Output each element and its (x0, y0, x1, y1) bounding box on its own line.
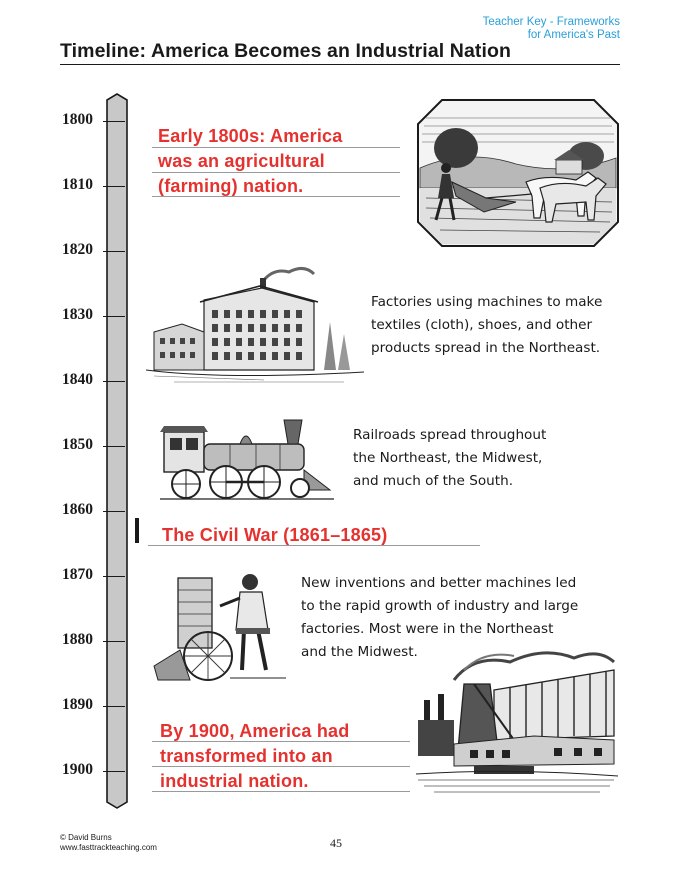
teacher-key-line1: Teacher Key - Frameworks (482, 16, 620, 28)
factories-text-line3: products spread in the Northeast. (371, 340, 601, 356)
year-tick-1860 (103, 511, 125, 512)
railroads-text-line2: the Northeast, the Midwest, (353, 450, 543, 466)
writing-rule (152, 766, 410, 767)
inventor-machine-illustration (150, 570, 292, 682)
year-tick-1800 (103, 121, 125, 122)
early-1800s-line1: Early 1800s: America (158, 126, 343, 146)
railroads-text-line1: Railroads spread throughout (353, 427, 547, 443)
page-title: Timeline: America Becomes an Industrial Nation (60, 40, 512, 62)
writing-rule (152, 791, 410, 792)
inventions-text-line4: and the Midwest. (301, 644, 418, 660)
year-label-1890: 1890 (62, 696, 93, 713)
year-tick-1880 (103, 641, 125, 642)
writing-rule (148, 545, 480, 546)
year-label-1820: 1820 (62, 241, 93, 258)
early-1800s-line2: was an agricultural (158, 151, 325, 171)
page-number: 45 (330, 836, 342, 850)
year-label-1800: 1800 (62, 111, 93, 128)
timeline-bar (104, 92, 134, 812)
teacher-key-label (483, 16, 620, 42)
year-label-1810: 1810 (62, 176, 93, 193)
inventions-text-line2: to the rapid growth of industry and large (301, 598, 579, 614)
year-tick-1870 (103, 576, 125, 577)
year-label-1840: 1840 (62, 371, 93, 388)
civil-war-marker (135, 518, 139, 543)
by-1900-line2: transformed into an (160, 746, 333, 766)
year-tick-1830 (103, 316, 125, 317)
year-tick-1850 (103, 446, 125, 447)
title-rule (60, 64, 620, 65)
steel-mill-illustration (414, 640, 620, 796)
writing-rule (152, 196, 400, 197)
year-label-1880: 1880 (62, 631, 93, 648)
website-text: www.fasttrackteaching.com (60, 843, 157, 852)
inventions-text-line3: factories. Most were in the Northeast (301, 621, 554, 637)
factories-text-line1: Factories using machines to make (371, 294, 603, 310)
inventions-text-line1: New inventions and better machines led (301, 575, 577, 591)
footer-credit (60, 833, 157, 853)
textile-factory-illustration (144, 262, 366, 388)
year-tick-1810 (103, 186, 125, 187)
farmer-plowing-illustration (416, 98, 620, 248)
locomotive-illustration (160, 416, 334, 500)
writing-rule (152, 172, 400, 173)
writing-rule (152, 741, 410, 742)
year-label-1870: 1870 (62, 566, 93, 583)
by-1900-line3: industrial nation. (160, 771, 309, 791)
writing-rule (152, 147, 400, 148)
year-label-1850: 1850 (62, 436, 93, 453)
railroads-text-line3: and much of the South. (353, 473, 514, 489)
by-1900-line1: By 1900, America had (160, 721, 350, 741)
early-1800s-line3: (farming) nation. (158, 176, 304, 196)
civil-war-label: The Civil War (1861–1865) (162, 525, 388, 545)
copyright-text: © David Burns (60, 833, 112, 842)
factories-text-line2: textiles (cloth), shoes, and other (371, 317, 593, 333)
year-label-1830: 1830 (62, 306, 93, 323)
teacher-key-line2: for America's Past (527, 29, 620, 41)
year-tick-1820 (103, 251, 125, 252)
year-tick-1890 (103, 706, 125, 707)
year-tick-1900 (103, 771, 125, 772)
year-tick-1840 (103, 381, 125, 382)
year-label-1900: 1900 (62, 761, 93, 778)
year-label-1860: 1860 (62, 501, 93, 518)
